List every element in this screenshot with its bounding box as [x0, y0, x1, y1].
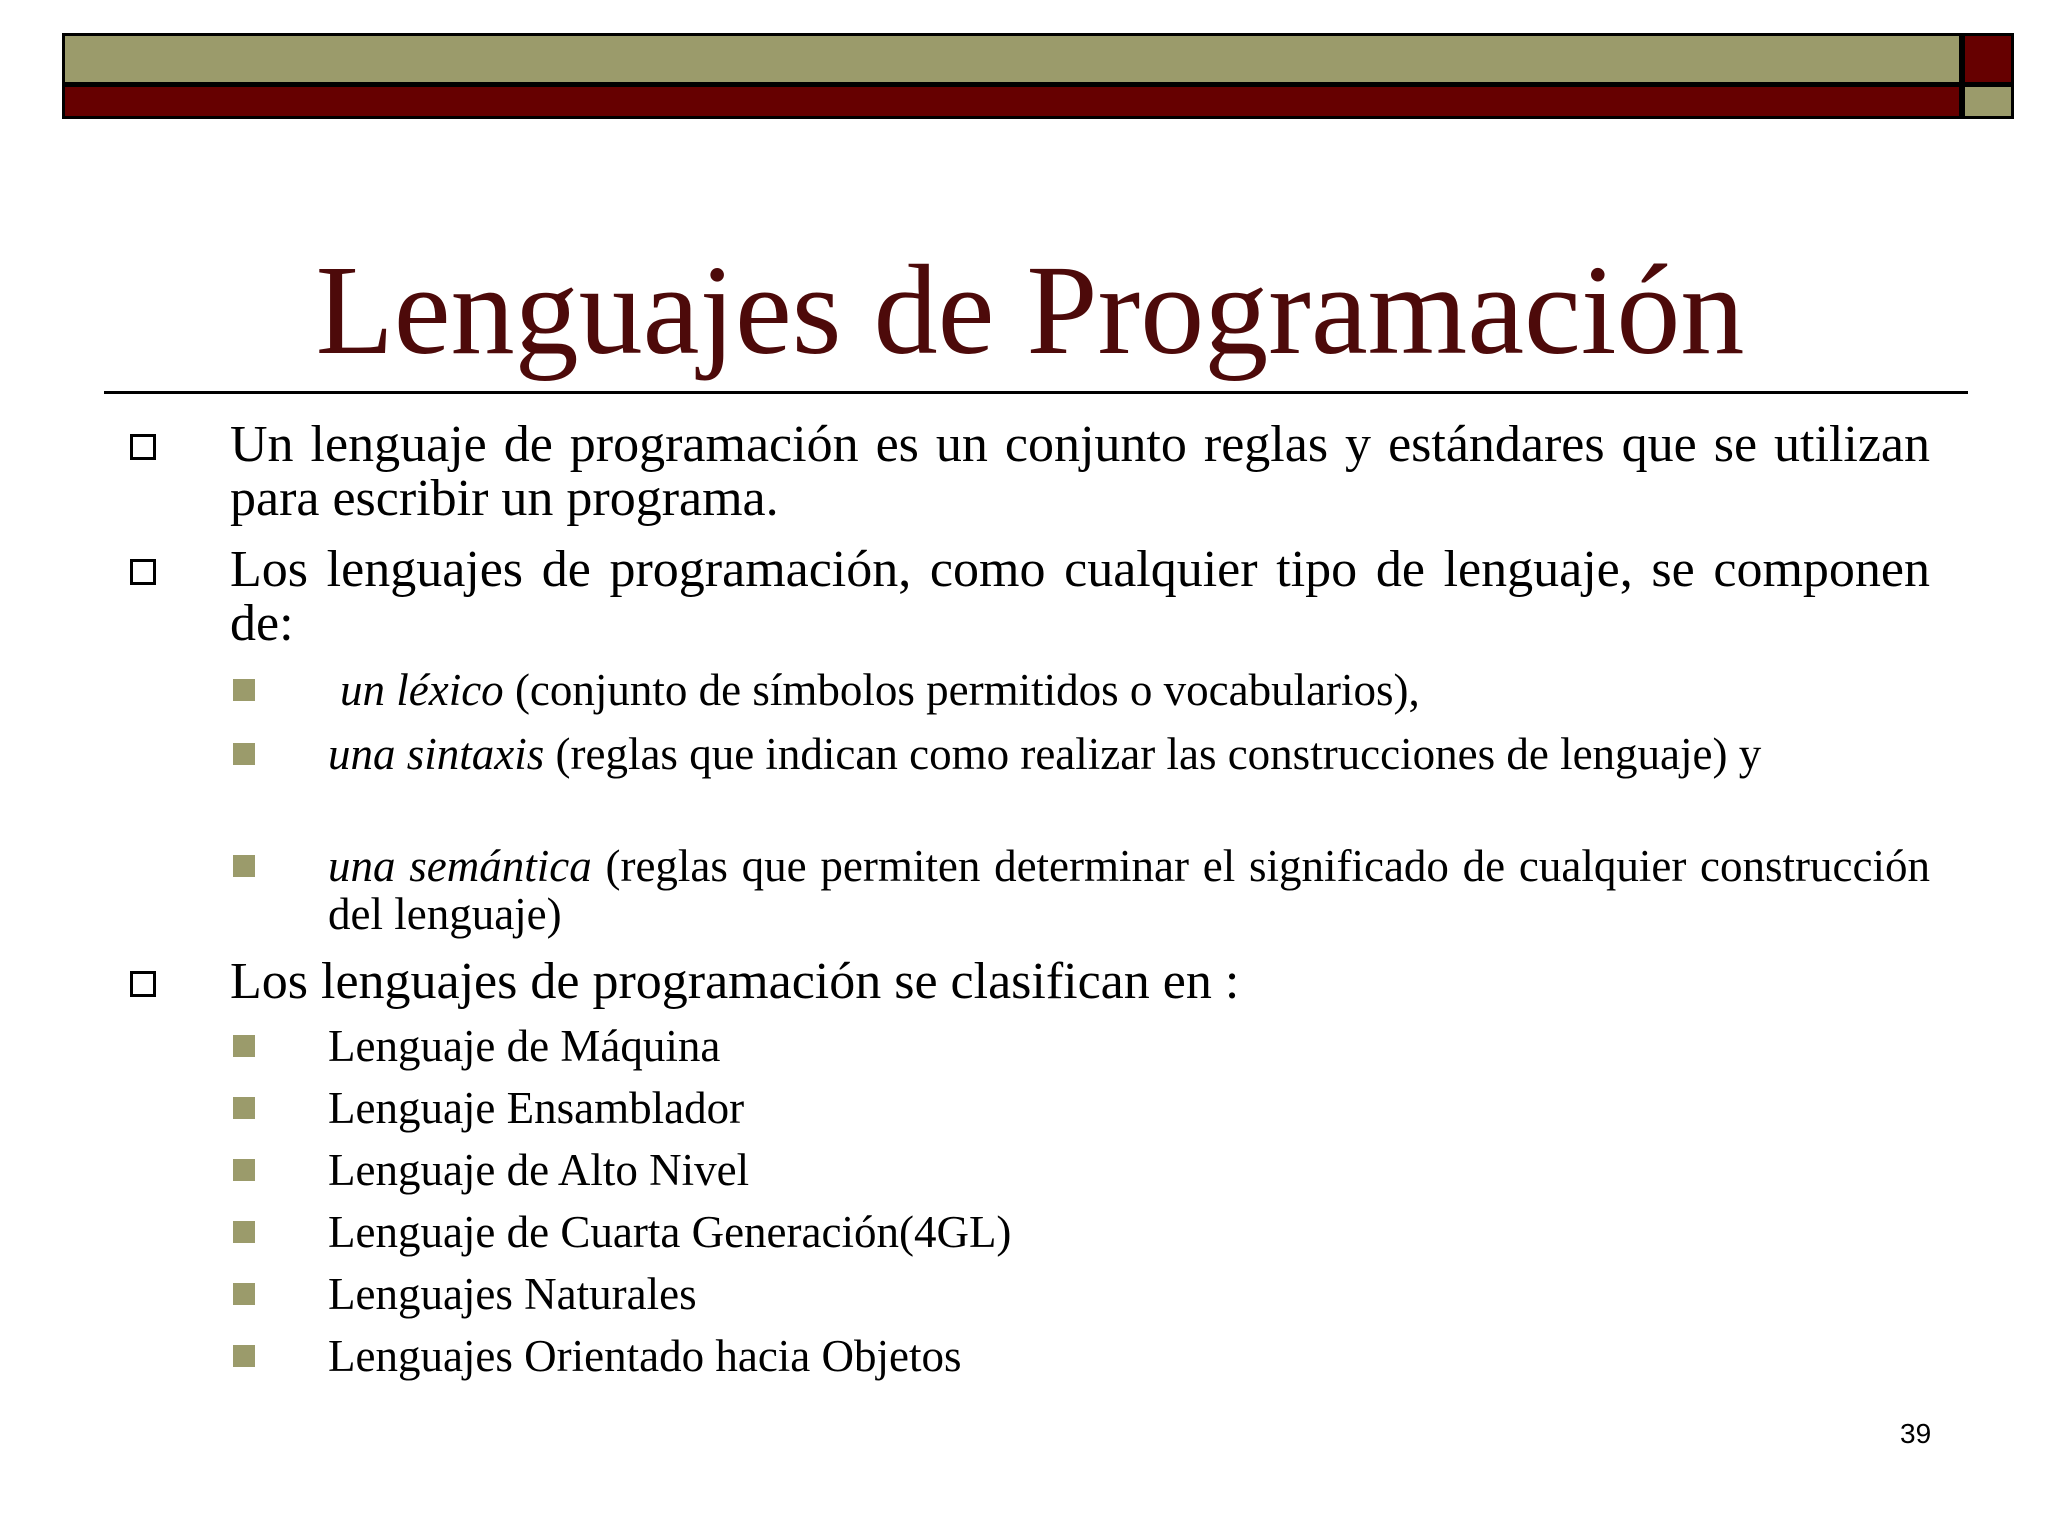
sub-bullet-item	[328, 1270, 1930, 1318]
sub-bullet-text: (conjunto de símbolos permitidos o vocabularios),	[503, 665, 1420, 715]
sub-bullet-item	[328, 1332, 1930, 1380]
bullet-item	[230, 543, 1930, 651]
sub-bullet-item	[328, 842, 1930, 938]
solid-square-bullet-icon	[233, 1283, 255, 1305]
term: una semántica	[328, 841, 592, 891]
sub-bullet-text: Lenguaje de Máquina	[328, 1021, 721, 1071]
bullet-text: Los lenguajes de programación se clasifican en :	[230, 953, 1240, 1010]
solid-square-bullet-icon	[233, 1221, 255, 1243]
sub-bullet-text: (reglas que indican como realizar las construcciones de lenguaje) y	[544, 729, 1762, 779]
bullet-text: Los lenguajes de programación, como cualquier tipo de lenguaje, se componen de:	[230, 541, 1930, 652]
sub-bullet-item	[328, 666, 1930, 714]
solid-square-bullet-icon	[233, 743, 255, 765]
sub-bullet-text: Lenguajes Orientado hacia Objetos	[328, 1331, 962, 1381]
hollow-square-bullet-icon	[130, 559, 156, 585]
sub-bullet-item	[328, 730, 1930, 778]
solid-square-bullet-icon	[233, 1035, 255, 1057]
sub-bullet-item	[328, 1022, 1930, 1070]
sub-bullet-item	[328, 1208, 1930, 1256]
solid-square-bullet-icon	[233, 1097, 255, 1119]
sub-bullet-text: Lenguajes Naturales	[328, 1269, 697, 1319]
page-number: 39	[1900, 1418, 1932, 1449]
hollow-square-bullet-icon	[130, 971, 156, 997]
sub-bullet-text: (reglas que permiten determinar el significado de cualquier construcción del lenguaje)	[328, 841, 1930, 939]
sub-bullet-text: Lenguaje de Cuarta Generación(4GL)	[328, 1207, 1012, 1257]
sub-bullet-text: Lenguaje de Alto Nivel	[328, 1145, 750, 1195]
sub-bullet-item	[328, 1084, 1930, 1132]
term: una sintaxis	[328, 729, 545, 779]
sub-bullet-item	[328, 1146, 1930, 1194]
bullet-item	[230, 418, 1930, 526]
hollow-square-bullet-icon	[130, 434, 156, 460]
term: un léxico	[340, 665, 504, 715]
bullet-text: Un lenguaje de programación es un conjunto reglas y estándares que se utilizan para escribir un programa.	[230, 416, 1930, 527]
solid-square-bullet-icon	[233, 679, 255, 701]
solid-square-bullet-icon	[233, 1159, 255, 1181]
solid-square-bullet-icon	[233, 855, 255, 877]
solid-square-bullet-icon	[233, 1345, 255, 1367]
slide-title: Lenguajes de Programación	[315, 239, 1745, 381]
bullet-item	[230, 955, 1930, 1009]
sub-bullet-text: Lenguaje Ensamblador	[328, 1083, 745, 1133]
